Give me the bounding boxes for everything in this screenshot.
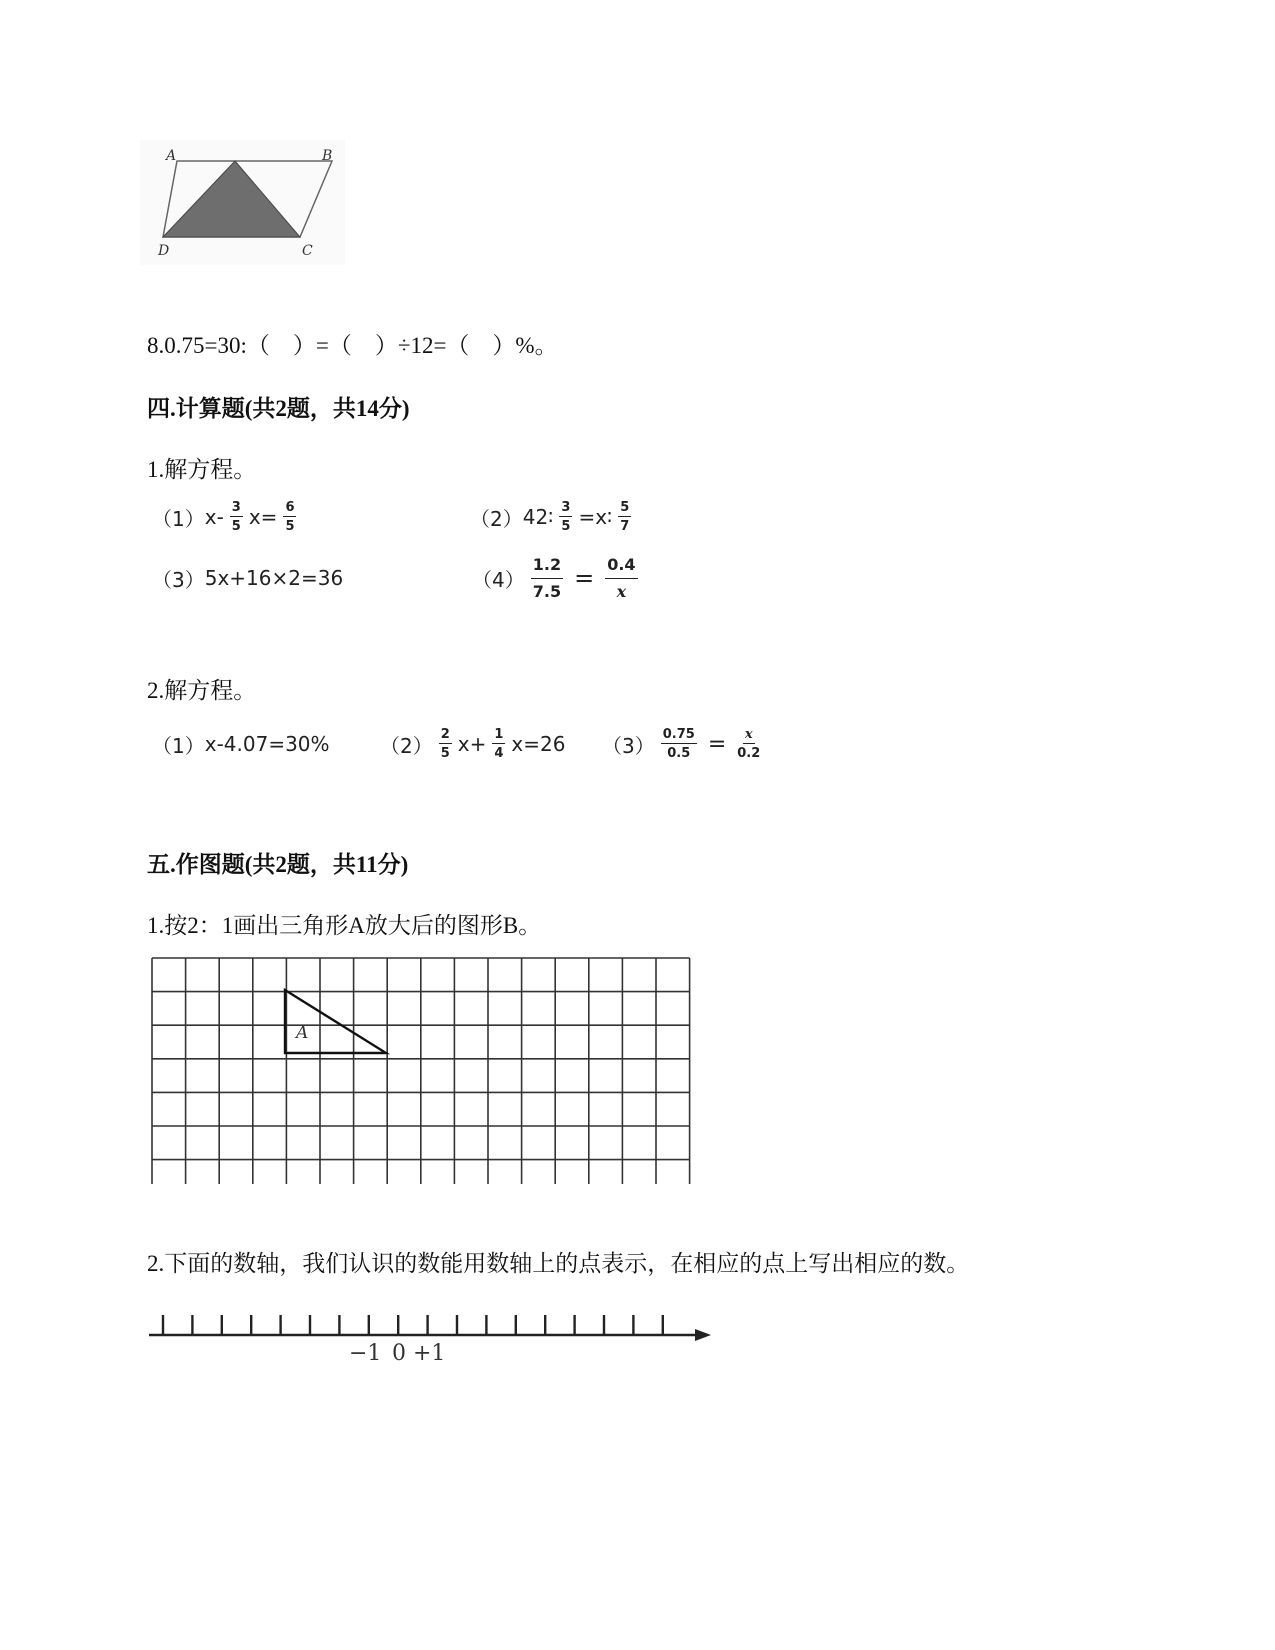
section-4-heading: 四.计算题(共2题，共14分) (147, 396, 410, 421)
eq-label: （4） (472, 567, 525, 592)
grid-lines (152, 958, 690, 1184)
fraction: $\frac{1}{4}$ (494, 727, 504, 761)
vertex-label-b: B (322, 148, 333, 164)
eq-term: x- (204, 505, 224, 529)
s5-q2-text: 2.下面的数轴，我们认识的数能用数轴上的点表示，在相应的点上写出相应的数。 (147, 1251, 970, 1276)
eq-label: （1） (152, 733, 205, 758)
eq-term: x+ (457, 732, 487, 756)
triangle-a-label: A (296, 1023, 309, 1043)
s4-q2-eq2 (380, 724, 565, 764)
s4-q1-eq2 (470, 497, 637, 537)
eq-expression: x-4.07=30% (204, 732, 330, 756)
fraction: $\frac{3}{5}$ (561, 500, 571, 534)
fraction: $\frac{1.2}{7.5}$ (532, 554, 562, 601)
vertex-label-c: C (302, 243, 313, 259)
eq-label: （2） (380, 733, 433, 758)
fraction: $\frac{0.75}{0.5}$ (662, 727, 695, 761)
fraction: $\frac{2}{5}$ (440, 727, 450, 761)
eq-term: 42∶ (522, 505, 554, 529)
s4-q1-text: 1.解方程。 (147, 457, 257, 482)
triangle-a (285, 990, 386, 1053)
tick-label-neg1: −1 (349, 1341, 382, 1366)
tick-label-pos1: +1 (413, 1341, 446, 1366)
eq-label: （2） (470, 506, 523, 531)
parallelogram-figure (140, 140, 345, 265)
question-8: 8.0.75=30:（ ）=（ ）÷12=（ ）%。 (147, 333, 558, 358)
equals-sign: = (574, 564, 595, 592)
s4-q1-eq3 (152, 558, 343, 598)
tick-label-zero: 0 (392, 1341, 406, 1366)
eq-expression: 5x+16×2=36 (204, 566, 344, 590)
s4-q1-eq4 (472, 552, 644, 604)
fraction: $\frac{0.4}{x}$ (607, 554, 636, 601)
section-5-heading: 五.作图题(共2题，共11分) (147, 852, 409, 877)
number-line-ticks (163, 1315, 663, 1335)
eq-term: x=26 (511, 732, 566, 756)
eq-term: x= (248, 505, 278, 529)
vertex-label-a: A (166, 148, 177, 164)
eq-label: （3） (602, 733, 655, 758)
s4-q2-eq3 (602, 722, 766, 766)
number-line-arrow (695, 1329, 711, 1341)
s4-q2-eq1 (152, 724, 330, 764)
number-line-figure (145, 1305, 715, 1370)
eq-label: （1） (152, 506, 205, 531)
s4-q2-text: 2.解方程。 (147, 678, 257, 703)
eq-label: （3） (152, 567, 205, 592)
s4-q1-eq1 (152, 497, 302, 537)
fraction: $\frac{3}{5}$ (231, 500, 241, 534)
fraction: $\frac{x}{0.2}$ (737, 727, 761, 761)
eq-term: =x∶ (578, 505, 613, 529)
vertex-label-d: D (158, 243, 170, 259)
s5-q1-text: 1.按2：1画出三角形A放大后的图形B。 (147, 913, 542, 938)
equals-sign: = (707, 731, 727, 757)
fraction: $\frac{6}{5}$ (285, 500, 295, 534)
grid-figure (150, 956, 692, 1184)
fraction: $\frac{5}{7}$ (620, 500, 630, 534)
